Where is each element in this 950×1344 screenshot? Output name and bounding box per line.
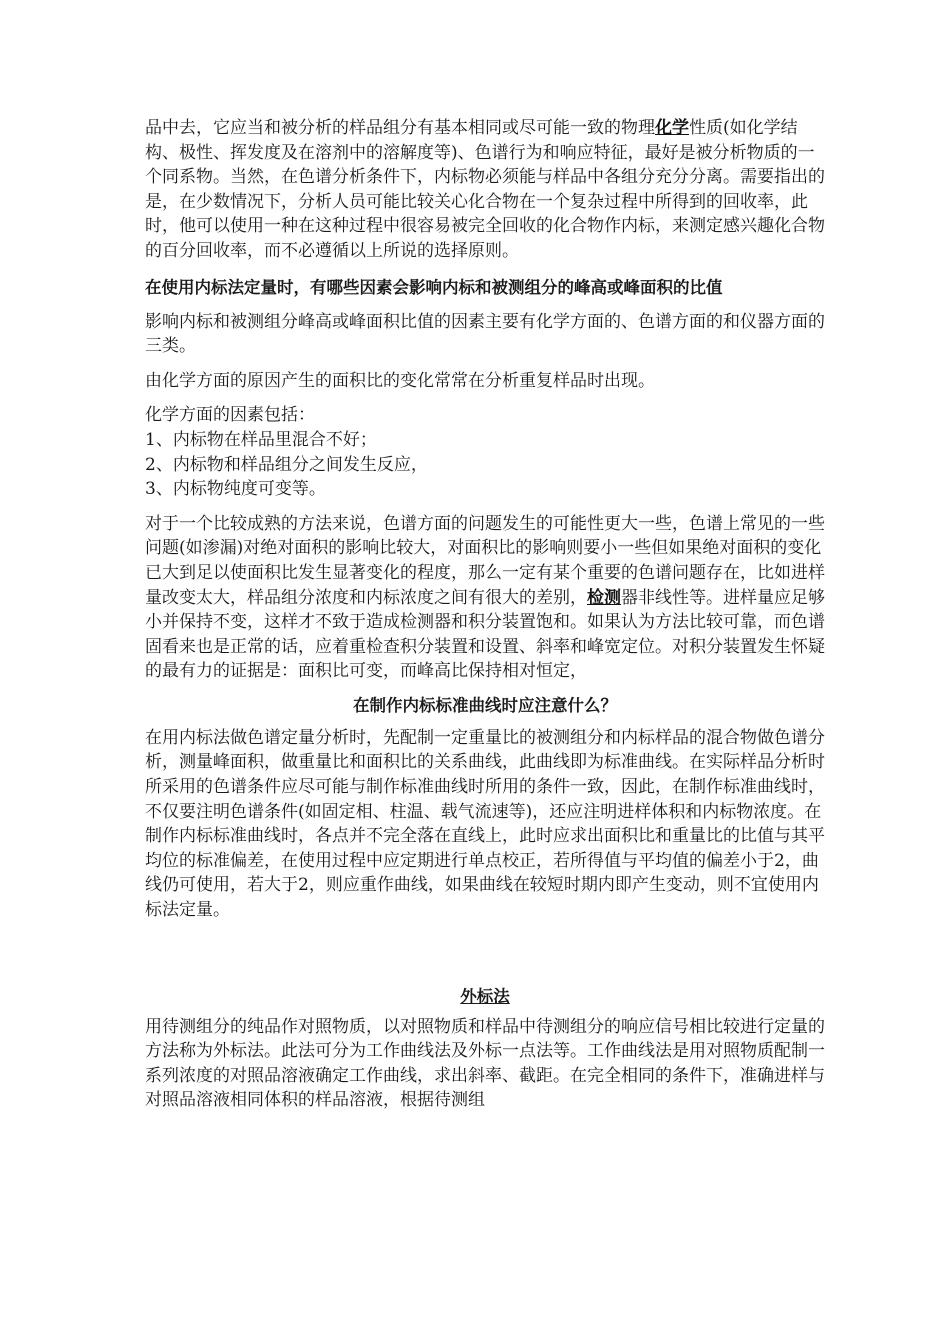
paragraph-external-standard: 用待测组分的纯品作对照物质，以对照物质和样品中待测组分的响应信号相比较进行定量的方法称为外标法。此法可分为工作曲线法及外标一点法等。工作曲线法是用对照物质配制一系列浓度的对照品溶液确定工作曲线，求出斜率、截距。在完全相同的条件下，准确进样与对照品溶液相同体积的样品溶液，根据待测组 [145,1016,825,1111]
heading-factors: 在使用内标法定量时，有哪些因素会影响内标和被测组分的峰高或峰面积的比值 [145,277,723,297]
list-title: 化学方面的因素包括： [145,405,315,426]
paragraph-chemical-cause: 由化学方面的原因产生的面积比的变化常常在分析重复样品时出现。 [145,370,655,391]
paragraph-text: 器非线性等。进样量应足够小并保持不变，这样才不致于造成检测器和积分装置饱和。如果认为方法比较可靠，而色谱固看来也是正常的话，应着重检查积分装置和设置、斜率和峰宽定位。对积分装置发生怀疑的最有力的证据是：面积比可变，而峰高比保持相对恒定， [145,587,825,682]
heading-external-standard: 外标法 [460,986,510,1006]
document-page [145,116,825,1113]
list-item: 1、内标物在样品里混合不好； [145,429,377,450]
paragraph-internal-standard-selection [145,116,825,264]
list-item: 3、内标物纯度可变等。 [145,479,326,500]
paragraph-chromatographic-issues [145,512,825,684]
paragraph-text: 性质(如化学结构、极性、挥发度及在溶剂中的溶解度等)、色谱行为和响应特征，最好是被分析物质的一个同系物。当然，在色谱分析条件下，内标物必须能与样品中各组分充分分离。需要指出的是，在少数情况下，分析人员可能比较关心化合物在一个复杂过程中所得到的回收率，此时，他可以使用一种在这种过程中很容易被完全回收的化合物作内标，来测定感兴趣化合物的百分回收率，而不必遵循以上所说的选择原则。 [145,118,825,261]
paragraph-factors-intro: 影响内标和被测组分峰高或峰面积比值的因素主要有化学方面的、色谱方面的和仪器方面的三类。 [145,311,825,357]
paragraph-text: 对于一个比较成熟的方法来说，色谱方面的问题发生的可能性更大一些，色谱上常见的一些问题(如渗漏)对绝对面积的影响比较大，对面积比的影响则要小一些但如果绝对面积的变化已大到足以使面积比发生显著变化的程度，那么一定有某个重要的色谱问题存在，比如进样量改变太大，样品组分浓度和内标浓度之间有很大的差别， [145,513,825,608]
paragraph-standard-curve: 在用内标法做色谱定量分析时，先配制一定重量比的被测组分和内标样品的混合物做色谱分析，测量峰面积，做重量比和面积比的关系曲线，此曲线即为标准曲线。在实际样品分析时所采用的色谱条件应尽可能与制作标准曲线时所用的条件一致，因此，在制作标准曲线时，不仅要注明色谱条件(如固定相、柱温、载气流速等)，还应注明进样体积和内标物浓度。在制作内标标准曲线时，各点并不完全落在直线上，此时应求出面积比和重量比的比值与其平均位的标准偏差，在使用过程中应定期进行单点校正，若所得值与平均值的偏差小于2，曲线仍可使用，若大于2，则应重作曲线，如果曲线在较短时期内即产生变动，则不宜使用内标法定量。 [145,727,825,921]
list-item: 2、内标物和样品组分之间发生反应， [145,454,428,475]
link-chemistry[interactable]: 化学 [655,118,689,138]
paragraph-text: 品中去，它应当和被分析的样品组分有基本相同或尽可能一致的物理 [145,118,655,138]
chemical-factors-list [145,403,825,501]
heading-standard-curve: 在制作内标标准曲线时应注意什么？ [353,695,617,715]
link-detection[interactable]: 检测 [587,587,621,608]
